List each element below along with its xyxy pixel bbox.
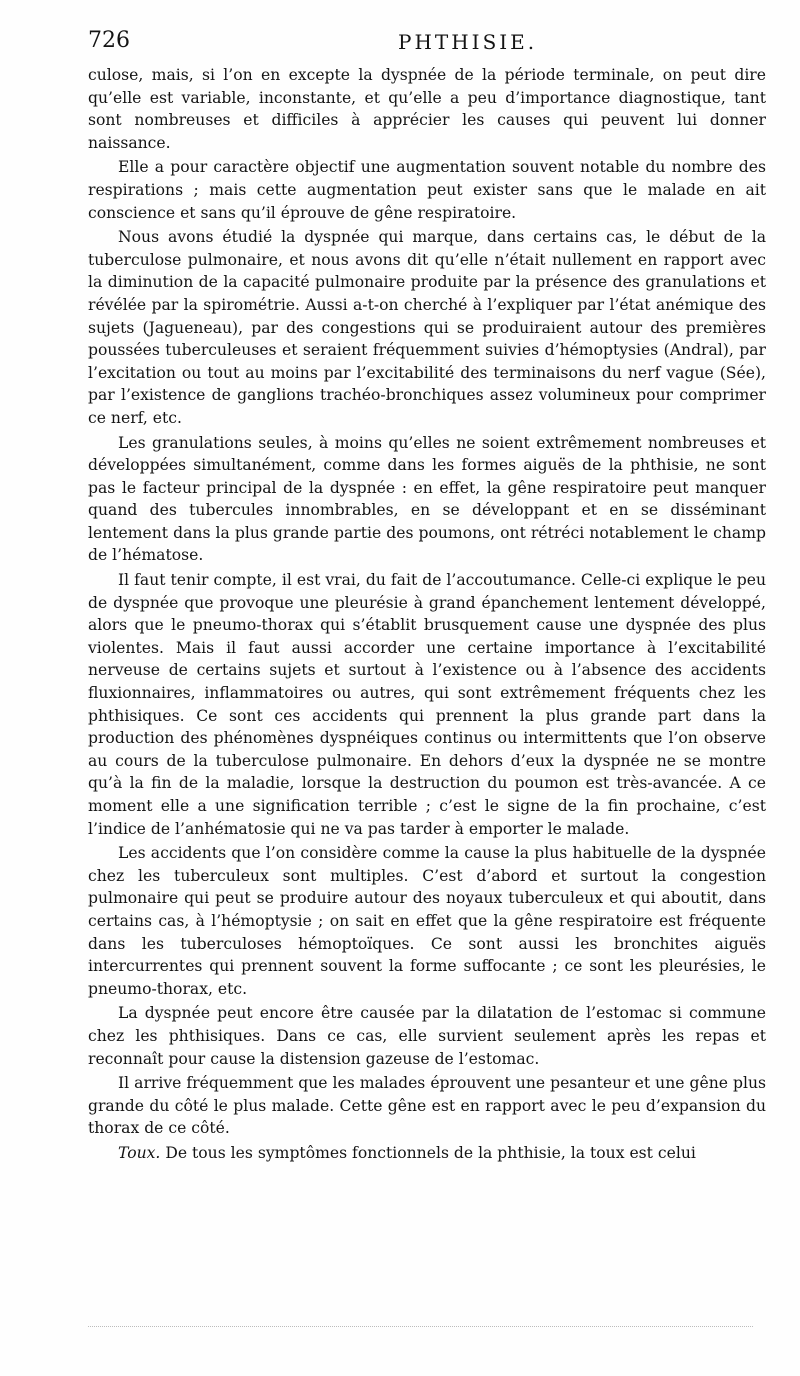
paragraph: Les granulations seules, à moins qu’elles ne soient extrêmement nombreuses et développées simultanément, comme dans les formes aiguës de la phthisie, ne sont pas le facteur principal de la dyspnée : en effet, la gêne respiratoire peut manquer quand des tubercules innombrables, en se développant et en se disséminant lentement dans la plus grande partie des poumons, ont rétréci notablement le champ de l’hématose. — [88, 433, 766, 565]
running-title: PHTHISIE. — [398, 30, 538, 54]
paragraph: Nous avons étudié la dyspnée qui marque, dans certains cas, le début de la tuberculose pulmonaire, et nous avons dit qu’elle n’était nullement en rapport avec la diminution de la capacité pulmonaire produite par la présence des granulations et révélée par la spirométrie. Aussi a-t-on cherché à l’expliquer par l’état anémique des sujets (Jagueneau), par des congestions qui se produiraient autour des premières poussées tuberculeuses et seraient fréquemment suivies d’hémoptysies (Andral), par l’excitation ou tout au moins par l’excitabilité des terminaisons du nerf vague (Sée), par l’existence de ganglions trachéo-bronchiques assez volumineux pour comprimer ce nerf, etc. — [88, 228, 766, 427]
paragraph-continuation: culose, mais, si l’on en excepte la dyspnée de la période terminale, on peut dire qu’elle est variable, inconstante, et qu’elle a peu d’importance diagnostique, tant sont nombreuses et difficiles à apprécier les causes qui peuvent lui donner naissance. — [88, 66, 766, 152]
bottom-edge-artifact — [88, 1326, 753, 1328]
paragraph: La dyspnée peut encore être causée par la dilatation de l’estomac si commune chez les phthisiques. Dans ce cas, elle survient seulement après les repas et reconnaît pour cause la distension gazeuse de l’estomac. — [88, 1004, 766, 1068]
section-run-in-heading: Toux. — [118, 1143, 161, 1162]
body-text — [88, 64, 766, 1167]
page-number: 726 — [88, 28, 130, 53]
paragraph-text: De tous les symptômes fonctionnels de la phthisie, la toux est celui — [160, 1143, 696, 1162]
page-header — [88, 26, 764, 60]
paragraph: Il arrive fréquemment que les malades éprouvent une pesanteur et une gêne plus grande du côté le plus malade. Cette gêne est en rapport avec le peu d’expansion du thorax de ce côté. — [88, 1074, 766, 1138]
paragraph-toux — [88, 1142, 766, 1165]
paragraph: Il faut tenir compte, il est vrai, du fait de l’accoutumance. Celle-ci explique le peu de dyspnée que provoque une pleurésie à grand épanchement lentement développé, alors que le pneumo-thorax qui s’établit brusquement cause une dyspnée des plus violentes. Mais il faut aussi accorder une certaine importance à l’excitabilité nerveuse de certains sujets et surtout à l’existence ou à l’absence des accidents fluxionnaires, inflammatoires ou autres, qui sont extrêmement fréquents chez les phthisiques. Ce sont ces accidents qui prennent la plus grande part dans la production des phénomènes dyspnéiques continus ou intermittents que l’on observe au cours de la tuberculose pulmonaire. En dehors d’eux la dyspnée ne se montre qu’à la fin de la maladie, lorsque la destruction du poumon est très-avancée. A ce moment elle a une signification terrible ; c’est le signe de la fin prochaine, c’est l’indice de l’anhématosie qui ne va pas tarder à emporter le malade. — [88, 571, 766, 838]
paragraph: Elle a pour caractère objectif une augmentation souvent notable du nombre des respirations ; mais cette augmentation peut exister sans que le malade en ait conscience et sans qu’il éprouve de gêne respiratoire. — [88, 158, 766, 222]
paragraph: Les accidents que l’on considère comme la cause la plus habituelle de la dyspnée chez les tuberculeux sont multiples. C’est d’abord et surtout la congestion pulmonaire qui peut se produire autour des noyaux tuberculeux et qui aboutit, dans certains cas, à l’hémoptysie ; on sait en effet que la gêne respiratoire est fréquente dans les tuberculoses hémoptoïques. Ce sont aussi les bronchites aiguës intercurrentes qui prennent souvent la forme suffocante ; ce sont les pleurésies, le pneumo-thorax, etc. — [88, 844, 766, 998]
